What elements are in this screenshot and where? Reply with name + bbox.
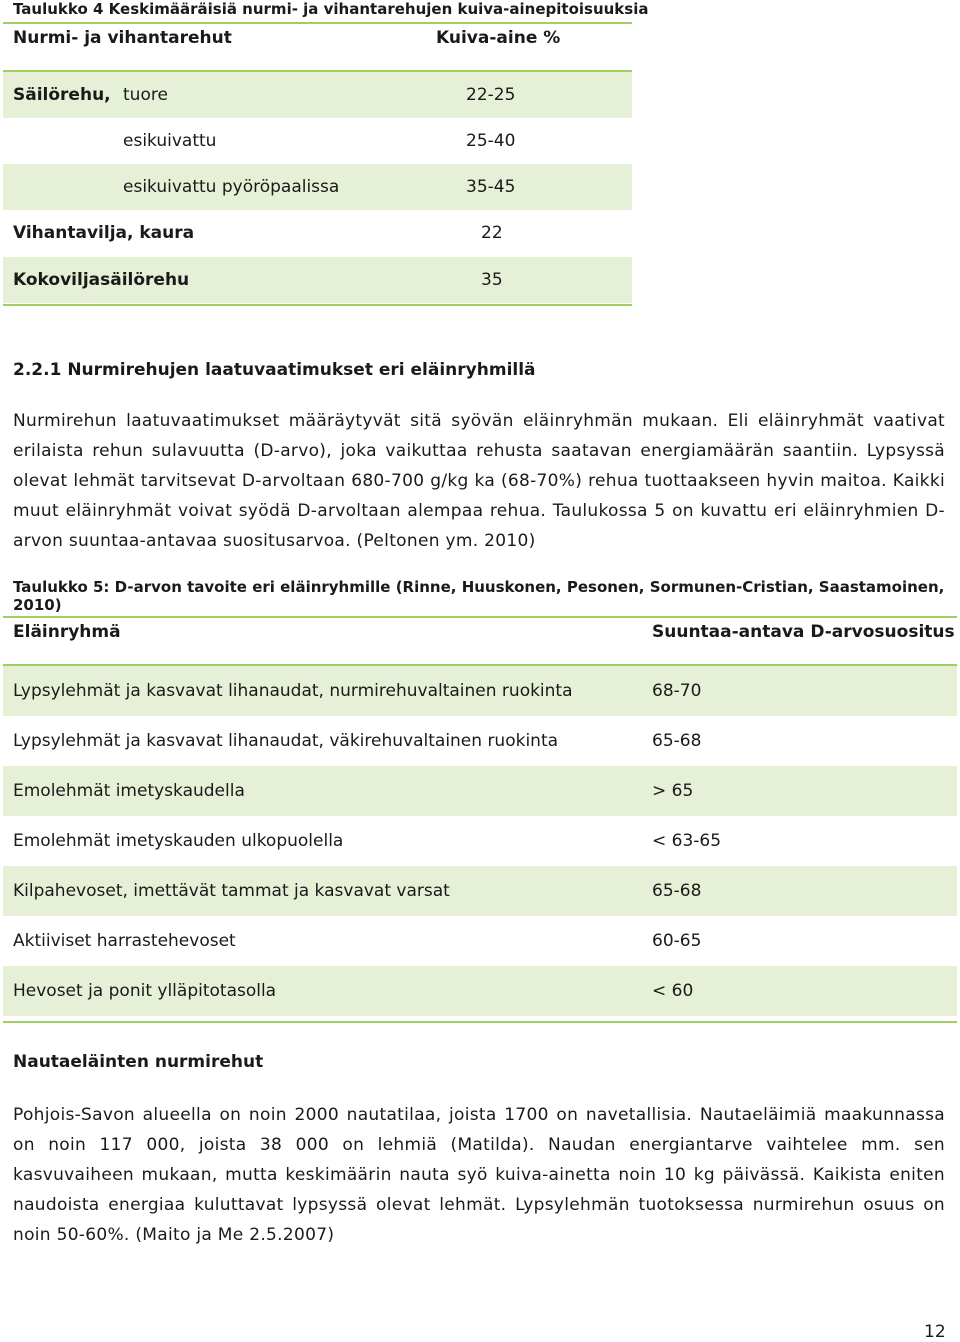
table5-row xyxy=(3,666,957,716)
table5-row xyxy=(3,766,957,816)
table4-value: 25-40 xyxy=(466,131,516,151)
table4-value: 22 xyxy=(481,223,503,243)
table5-row xyxy=(3,816,957,866)
table4-row xyxy=(3,118,632,164)
table5-row xyxy=(3,866,957,916)
table5-group: Lypsylehmät ja kasvavat lihanaudat, väkirehuvaltainen ruokinta xyxy=(13,731,559,751)
table4-top-rule xyxy=(3,22,632,24)
table5-row xyxy=(3,916,957,966)
table4-item: tuore xyxy=(123,85,168,105)
table5-value: < 63-65 xyxy=(652,831,722,851)
table4-value: 35-45 xyxy=(466,177,516,197)
table4-caption: Taulukko 4 Keskimääräisiä nurmi- ja vihantarehujen kuiva-ainepitoisuuksia xyxy=(13,0,649,18)
table5-group: Aktiiviset harrastehevoset xyxy=(13,931,236,951)
table4-item: esikuivattu xyxy=(123,131,217,151)
table4-group: Kokoviljasäilörehu xyxy=(13,270,190,290)
table5-row xyxy=(3,716,957,766)
table5-bottom-rule xyxy=(3,1021,957,1023)
table5-group: Lypsylehmät ja kasvavat lihanaudat, nurmirehuvaltainen ruokinta xyxy=(13,681,573,701)
table4-bottom-rule xyxy=(3,304,632,306)
table5-group: Kilpahevoset, imettävät tammat ja kasvavat varsat xyxy=(13,881,450,901)
table4-item: esikuivattu pyöröpaalissa xyxy=(123,177,340,197)
table5-group: Hevoset ja ponit ylläpitotasolla xyxy=(13,981,277,1001)
table4-header-dry-matter: Kuiva-aine % xyxy=(436,28,561,48)
table4-row xyxy=(3,210,632,256)
table5-row xyxy=(3,966,957,1016)
table5-value: < 60 xyxy=(652,981,694,1001)
table4-group: Säilörehu, xyxy=(13,85,111,105)
section-heading: 2.2.1 Nurmirehujen laatuvaatimukset eri eläinryhmillä xyxy=(13,360,536,380)
table5-value: 65-68 xyxy=(652,731,702,751)
table5-value: 65-68 xyxy=(652,881,702,901)
section2-paragraph: Pohjois-Savon alueella on noin 2000 nautatilaa, joista 1700 on navetallisia. Nautaeläimiä maakunnassa on noin 117 000, joista 38 000 on lehmiä (Matilda). Naudan energiantarve vaihtelee mm. sen kasvuvaiheen mukaan, mutta keskimäärin nauta syö kuiva-ainetta noin 10 kg päivässä. Kaikista eniten naudoista energiaa kuluttavat lypsyssä olevat lehmät. Lypsylehmän tuotoksessa nurmirehun osuus on noin 50-60%. (Maito ja Me 2.5.2007) xyxy=(13,1105,945,1245)
table4-group: Vihantavilja, kaura xyxy=(13,223,195,243)
table5-group: Emolehmät imetyskaudella xyxy=(13,781,245,801)
table5-top-rule xyxy=(3,616,957,618)
table4-row xyxy=(3,72,632,118)
table4-header-feed: Nurmi- ja vihantarehut xyxy=(13,28,232,48)
table5-value: > 65 xyxy=(652,781,694,801)
table5-group: Emolehmät imetyskauden ulkopuolella xyxy=(13,831,344,851)
table5-caption: Taulukko 5: D-arvon tavoite eri eläinryhmille (Rinne, Huuskonen, Pesonen, Sormunen-Cristian, Saastamoinen, 2010) xyxy=(13,578,945,614)
table5-header-group: Eläinryhmä xyxy=(13,622,121,642)
table5-value: 68-70 xyxy=(652,681,702,701)
table4-row xyxy=(3,164,632,210)
section-paragraph: Nurmirehun laatuvaatimukset määräytyvät sitä syövän eläinryhmän mukaan. Eli eläinryhmät vaativat erilaista rehun sulavuutta (D-arvo), joka vaikuttaa rehusta saatavan energiamäärän saantiin. Lypsyssä olevat lehmät tarvitsevat D-arvoltaan 680-700 g/kg ka (68-70%) rehua tuottaakseen hyvin maitoa. Kaikki muut eläinryhmät voivat syödä D-arvoltaan alempaa rehua. Taulukossa 5 on kuvattu eri eläinryhmien D-arvon suuntaa-antavaa suositusarvoa. (Peltonen ym. 2010) xyxy=(13,411,945,551)
section2-heading: Nautaeläinten nurmirehut xyxy=(13,1052,264,1072)
table4-value: 35 xyxy=(481,270,503,290)
table5-header-d-value: Suuntaa-antava D-arvosuositus xyxy=(652,622,955,642)
table4-row xyxy=(3,257,632,303)
table5-value: 60-65 xyxy=(652,931,702,951)
table4-value: 22-25 xyxy=(466,85,516,105)
page-number: 12 xyxy=(924,1322,946,1342)
